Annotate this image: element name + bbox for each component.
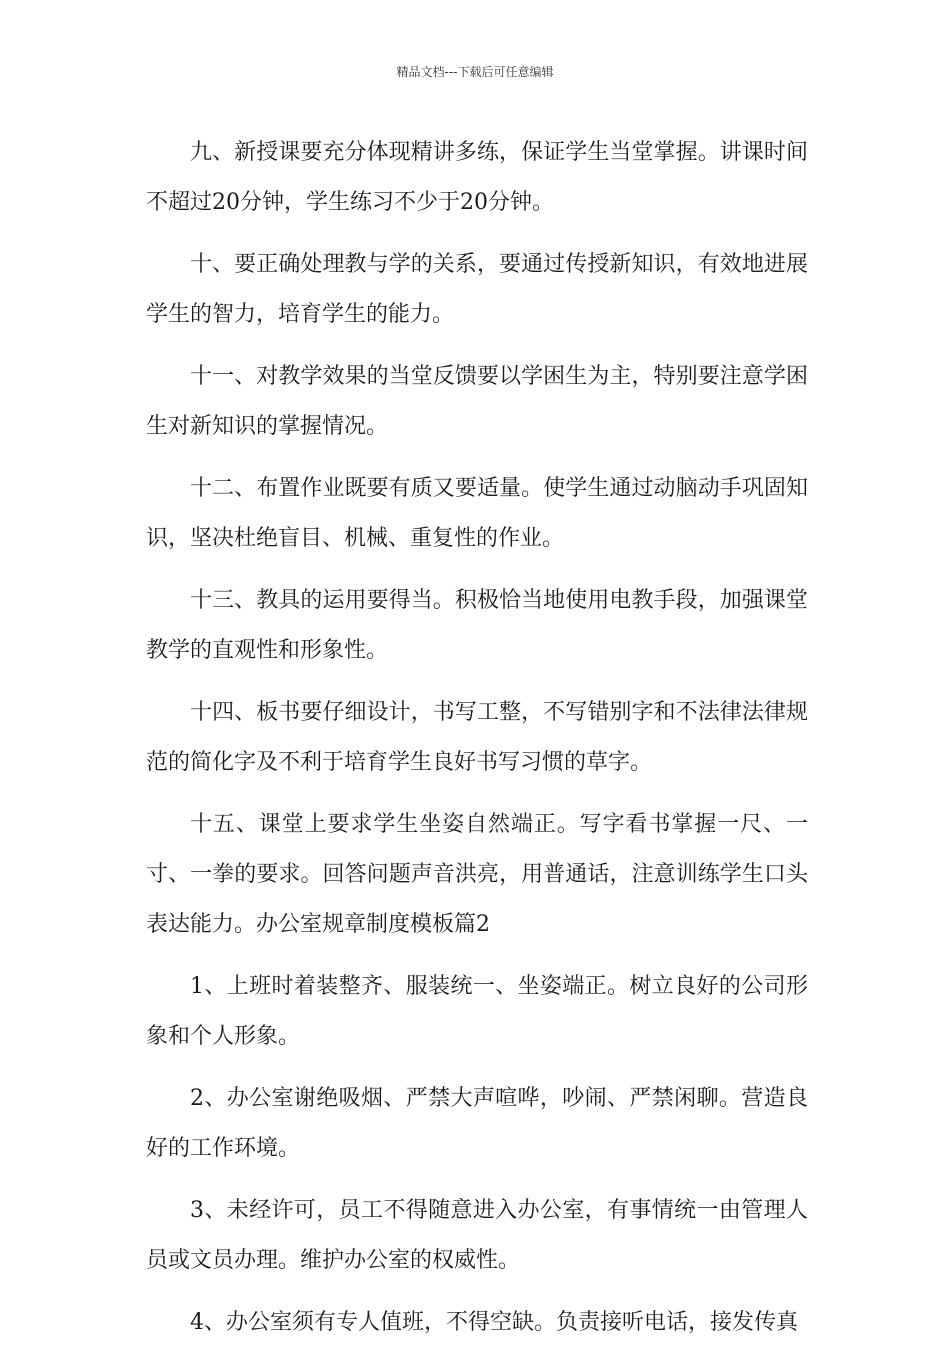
paragraph-item-14: 十四、板书要仔细设计，书写工整，不写错别字和不法律法律规范的简化字及不利于培育学生良好书写习惯的草字。 <box>146 700 808 775</box>
page-header: 精品文档---下载后可任意编辑 <box>396 65 554 79</box>
document-body <box>146 128 808 1360</box>
office-rule-4: 4、办公室须有专人值班，不得空缺。负责接听电话，接发传真 <box>190 1310 798 1335</box>
paragraph-item-12: 十二、布置作业既要有质又要适量。使学生通过动脑动手巩固知识，坚决杜绝盲目、机械、重复性的作业。 <box>146 476 808 551</box>
office-rule-1: 1、上班时着装整齐、服装统一、坐姿端正。树立良好的公司形象和个人形象。 <box>146 974 808 1049</box>
office-rule-3: 3、未经许可，员工不得随意进入办公室，有事情统一由管理人员或文员办理。维护办公室的权威性。 <box>146 1198 808 1273</box>
paragraph-item-13: 十三、教具的运用要得当。积极恰当地使用电教手段，加强课堂教学的直观性和形象性。 <box>146 588 808 663</box>
paragraph-item-11: 十一、对教学效果的当堂反馈要以学困生为主，特别要注意学困生对新知识的掌握情况。 <box>146 364 808 439</box>
paragraph-item-10: 十、要正确处理教与学的关系，要通过传授新知识，有效地进展学生的智力，培育学生的能力。 <box>146 252 808 327</box>
paragraph-item-9: 九、新授课要充分体现精讲多练，保证学生当堂掌握。讲课时间不超过20分钟，学生练习不少于20分钟。 <box>146 140 808 215</box>
office-rule-2: 2、办公室谢绝吸烟、严禁大声喧哗，吵闹、严禁闲聊。营造良好的工作环境。 <box>146 1086 808 1161</box>
paragraph-item-15: 十五、课堂上要求学生坐姿自然端正。写字看书掌握一尺、一寸、一拳的要求。回答问题声音洪亮，用普通话，注意训练学生口头表达能力。办公室规章制度模板篇2 <box>146 812 808 937</box>
